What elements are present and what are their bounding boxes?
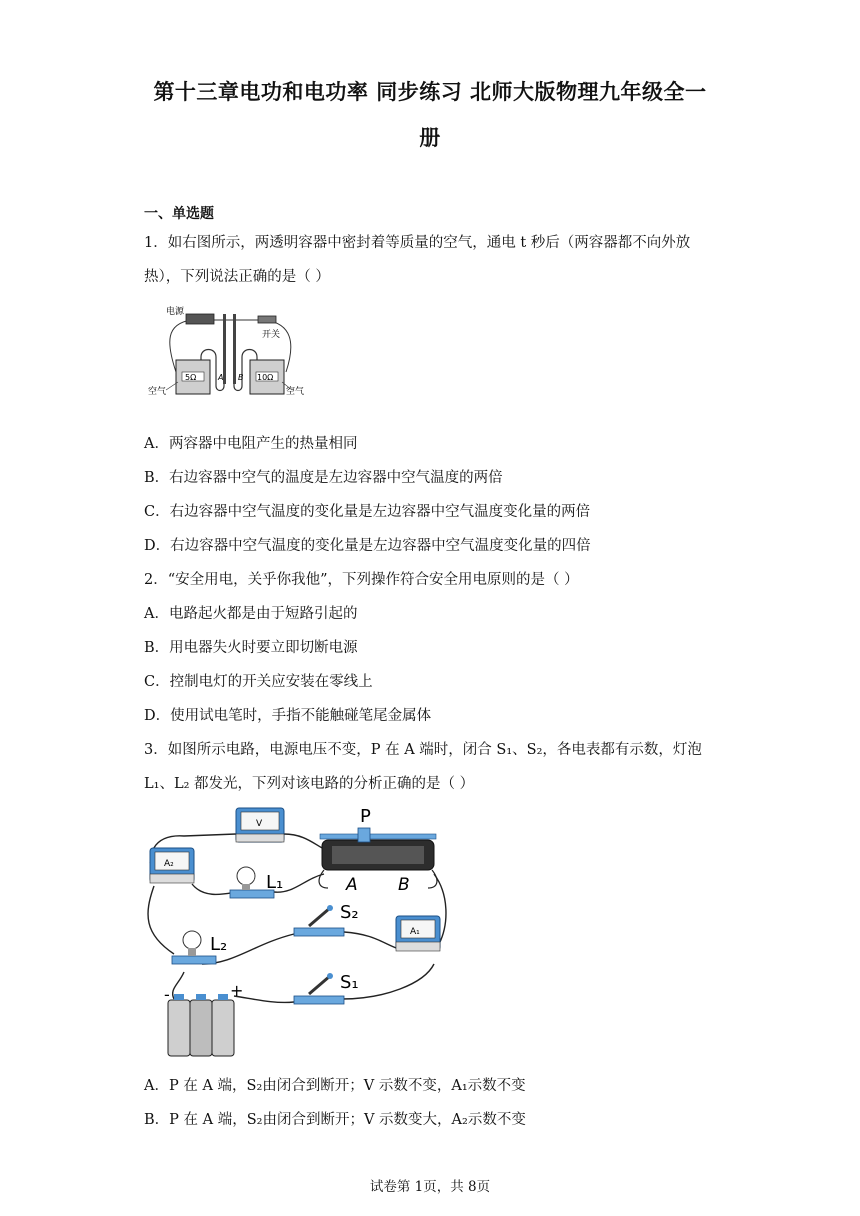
q2-option-d: D．使用试电笔时，手指不能触碰笔尾金属体	[144, 708, 432, 724]
q3-stem-line2: L₁、L₂ 都发光，下列对该电路的分析正确的是（ ）	[144, 776, 475, 792]
q2-stem-line1: 2．“安全用电，关乎你我他”，下列操作符合安全用电原则的是（ ）	[144, 572, 579, 588]
q1-option-c: C．右边容器中空气温度的变化量是左边容器中空气温度变化量的两倍	[144, 504, 591, 520]
q1-r-right: 10Ω	[257, 373, 274, 382]
section-heading: 一、单选题	[144, 206, 214, 222]
q2-option-c: C．控制电灯的开关应安装在零线上	[144, 674, 373, 690]
q3-slider-p: P	[360, 806, 371, 827]
q1-power-label: 电源	[166, 307, 185, 317]
q3-ammeter-a2-label: A₂	[164, 859, 174, 869]
page-title-line1: 第十三章电功和电功率 同步练习 北师大版物理九年级全一	[153, 80, 707, 104]
q3-rheostat-a: A	[346, 875, 358, 895]
q1-air-right: 空气	[286, 387, 305, 397]
q2-option-b: B．用电器失火时要立即切断电源	[144, 640, 358, 656]
q1-label-b: B	[238, 373, 244, 382]
q3-bulb-l1: L₁	[266, 872, 284, 893]
q3-voltmeter-label: V	[256, 819, 263, 829]
q3-bulb-l2: L₂	[210, 934, 228, 955]
q3-figure	[144, 804, 454, 1064]
q3-stem-line1: 3．如图所示电路，电源电压不变，P 在 A 端时，闭合 S₁、S₂，各电表都有示数，灯泡	[144, 742, 702, 758]
q1-option-a: A．两容器中电阻产生的热量相同	[144, 436, 358, 452]
q3-battery-minus: -	[164, 985, 170, 1004]
q1-switch-label: 开关	[262, 330, 281, 340]
q3-ammeter-a1-label: A₁	[410, 927, 420, 937]
q3-option-b: B．P 在 A 端，S₂由闭合到断开；V 示数变大，A₂示数不变	[144, 1112, 526, 1128]
q1-r-left: 5Ω	[185, 373, 197, 382]
q1-figure	[146, 302, 311, 400]
q3-option-a: A．P 在 A 端，S₂由闭合到断开；V 示数不变，A₁示数不变	[144, 1078, 526, 1094]
page-footer: 试卷第 1页，共 8页	[369, 1179, 491, 1195]
page-title-line2: 册	[419, 126, 441, 150]
q2-option-a: A．电路起火都是由于短路引起的	[144, 606, 358, 622]
q1-option-d: D．右边容器中空气温度的变化量是左边容器中空气温度变化量的四倍	[144, 538, 591, 554]
q1-stem-line1: 1．如右图所示，两透明容器中密封着等质量的空气，通电 t 秒后（两容器都不向外放	[144, 235, 691, 251]
q1-air-left: 空气	[148, 387, 167, 397]
q3-battery-plus: +	[230, 981, 244, 1000]
q3-rheostat-b: B	[398, 875, 410, 895]
q1-label-a: A	[218, 373, 224, 382]
q1-stem-line2: 热），下列说法正确的是（ ）	[144, 269, 330, 285]
q3-switch-s2: S₂	[340, 902, 359, 923]
q1-option-b: B．右边容器中空气的温度是左边容器中空气温度的两倍	[144, 470, 503, 486]
q3-switch-s1: S₁	[340, 972, 359, 993]
